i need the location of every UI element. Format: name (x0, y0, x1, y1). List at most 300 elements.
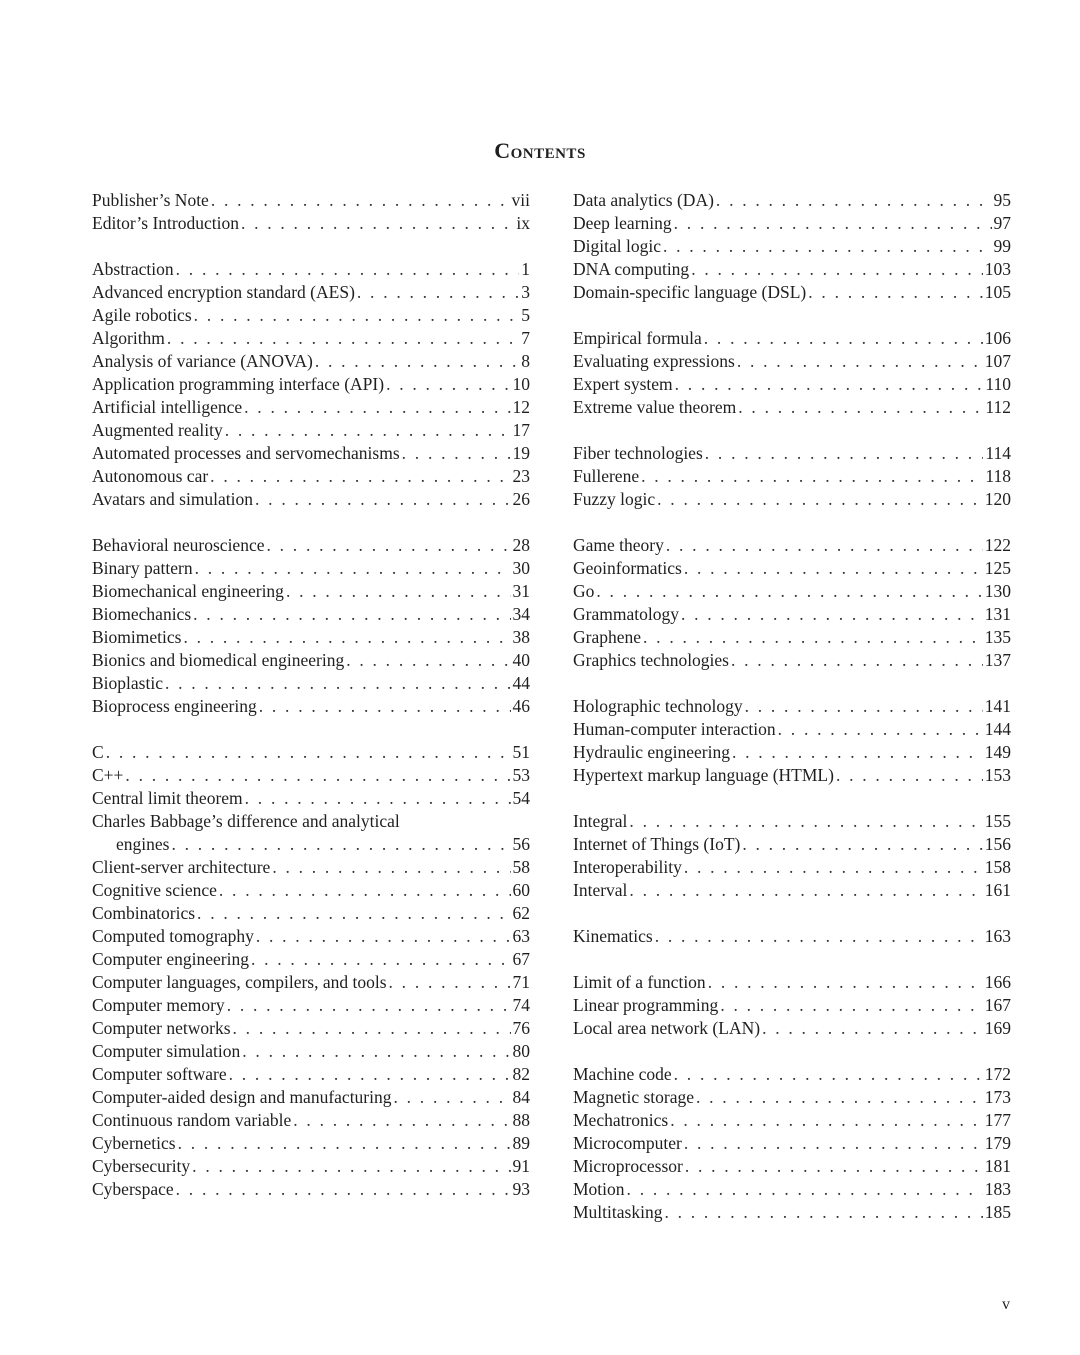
entry-page: 155 (984, 811, 1011, 831)
toc-group (573, 695, 1011, 787)
entry-title: Client-server architecture (92, 857, 271, 877)
dot-leader (293, 1109, 510, 1132)
toc-entry[interactable] (573, 1017, 1011, 1040)
toc-entry[interactable] (92, 1017, 530, 1040)
entry-title: Deep learning (573, 213, 672, 233)
entry-page: 163 (984, 926, 1011, 946)
dot-leader (716, 189, 992, 212)
entry-title: DNA computing (573, 259, 690, 279)
toc-entry[interactable] (573, 695, 1011, 718)
entry-title: Domain-specific language (DSL) (573, 282, 807, 302)
entry-title: Limit of a function (573, 972, 706, 992)
dot-leader (210, 465, 510, 488)
toc-group (573, 534, 1011, 672)
entry-title: Kinematics (573, 926, 653, 946)
toc-entry[interactable] (92, 856, 530, 879)
dot-leader (195, 557, 511, 580)
entry-page: 149 (984, 742, 1011, 762)
toc-entry[interactable] (92, 258, 530, 281)
entry-title: Computer software (92, 1064, 227, 1084)
entry-title: Graphene (573, 627, 642, 647)
dot-leader (227, 994, 511, 1017)
toc-entry[interactable] (92, 672, 530, 695)
entry-page: 112 (985, 397, 1011, 417)
toc-entry[interactable] (573, 925, 1011, 948)
dot-leader (675, 373, 984, 396)
entry-title: Interoperability (573, 857, 682, 877)
entry-title: Analysis of variance (ANOVA) (92, 351, 313, 371)
entry-title: Charles Babbage’s difference and analytical (92, 811, 400, 831)
toc-entry[interactable] (573, 580, 1011, 603)
toc-entry[interactable] (573, 1132, 1011, 1155)
dot-leader (176, 258, 520, 281)
dot-leader (394, 1086, 511, 1109)
dot-leader (357, 281, 519, 304)
entry-title: Extreme value theorem (573, 397, 737, 417)
entry-page: 80 (512, 1041, 530, 1061)
entry-page: 71 (512, 972, 530, 992)
toc-group (573, 1063, 1011, 1224)
entry-title: C (92, 742, 104, 762)
toc-entry[interactable] (573, 557, 1011, 580)
toc-entry[interactable] (573, 1178, 1011, 1201)
toc-entry[interactable] (573, 258, 1011, 281)
entry-title: Machine code (573, 1064, 672, 1084)
entry-title: Hypertext markup language (HTML) (573, 765, 834, 785)
entry-title: Expert system (573, 374, 673, 394)
entry-title: Game theory (573, 535, 664, 555)
entry-page: 1 (521, 259, 530, 279)
entry-page: 44 (512, 673, 530, 693)
entry-page: 95 (993, 190, 1011, 210)
entry-title: Advanced encryption standard (AES) (92, 282, 355, 302)
entry-title: Data analytics (DA) (573, 190, 714, 210)
toc-entry[interactable] (92, 741, 530, 764)
toc-entry[interactable] (573, 1201, 1011, 1224)
dot-leader (225, 419, 511, 442)
dot-leader (720, 994, 982, 1017)
entry-title: Digital logic (573, 236, 661, 256)
toc-entry[interactable] (92, 396, 530, 419)
toc-entry[interactable] (573, 465, 1011, 488)
entry-page: 97 (993, 213, 1011, 233)
toc-entry[interactable] (573, 649, 1011, 672)
entry-page: 60 (512, 880, 530, 900)
entry-page: 19 (512, 443, 530, 463)
dot-leader (171, 833, 510, 856)
toc-entry[interactable] (92, 534, 530, 557)
dot-leader (389, 971, 511, 994)
toc-entry[interactable] (92, 1063, 530, 1086)
entry-title: Combinatorics (92, 903, 196, 923)
entry-title: Biomimetics (92, 627, 182, 647)
toc-entry[interactable] (92, 1178, 530, 1201)
toc-entry[interactable] (92, 787, 530, 810)
toc-entry[interactable] (573, 764, 1011, 787)
toc-entry[interactable] (573, 396, 1011, 419)
entry-page: 67 (512, 949, 530, 969)
dot-leader (194, 304, 520, 327)
entry-page: 54 (512, 788, 530, 808)
entry-title: Abstraction (92, 259, 174, 279)
entry-page: 103 (984, 259, 1011, 279)
toc-entry[interactable] (92, 189, 530, 212)
dot-leader (192, 1155, 510, 1178)
entry-page: 89 (512, 1133, 530, 1153)
entry-page: 58 (512, 857, 530, 877)
dot-leader (737, 350, 983, 373)
dot-leader (629, 879, 982, 902)
entry-title: Behavioral neuroscience (92, 535, 265, 555)
entry-title: Computer simulation (92, 1041, 241, 1061)
dot-leader (808, 281, 982, 304)
toc-entry[interactable] (92, 557, 530, 580)
dot-leader (664, 1201, 982, 1224)
toc-entry[interactable] (92, 925, 530, 948)
entry-page: 26 (512, 489, 530, 509)
dot-leader (643, 626, 983, 649)
dot-leader (738, 396, 983, 419)
toc-right-column (573, 189, 1011, 1247)
entry-page: ix (516, 213, 530, 233)
entry-title: Binary pattern (92, 558, 193, 578)
toc-entry[interactable] (92, 327, 530, 350)
entry-title: Continuous random variable (92, 1110, 292, 1130)
toc-entry[interactable] (92, 281, 530, 304)
entry-page: 167 (984, 995, 1011, 1015)
dot-leader (106, 741, 511, 764)
toc-entry[interactable] (573, 189, 1011, 212)
dot-leader (197, 902, 510, 925)
toc-entry[interactable] (573, 718, 1011, 741)
dot-leader (655, 925, 983, 948)
toc-entry[interactable] (573, 971, 1011, 994)
entry-page: 30 (512, 558, 530, 578)
dot-leader (681, 603, 983, 626)
entry-page: vii (511, 190, 530, 210)
entry-title: Cybersecurity (92, 1156, 191, 1176)
dot-leader (674, 212, 992, 235)
toc-entry[interactable] (92, 971, 530, 994)
entry-page: 120 (984, 489, 1011, 509)
dot-leader (241, 212, 514, 235)
dot-leader (165, 672, 511, 695)
entry-page: 105 (984, 282, 1011, 302)
dot-leader (219, 879, 511, 902)
toc-entry[interactable] (573, 1155, 1011, 1178)
dot-leader (242, 1040, 510, 1063)
entry-title: Go (573, 581, 595, 601)
toc-entry[interactable] (573, 1086, 1011, 1109)
entry-title: C++ (92, 765, 124, 785)
toc-entry[interactable] (92, 212, 530, 235)
entry-title: Interval (573, 880, 628, 900)
toc-entry[interactable] (573, 810, 1011, 833)
toc-entry[interactable] (573, 741, 1011, 764)
dot-leader (167, 327, 519, 350)
toc-entry[interactable] (573, 626, 1011, 649)
entry-title: Artificial intelligence (92, 397, 243, 417)
entry-title: Microcomputer (573, 1133, 682, 1153)
entry-page: 8 (521, 351, 530, 371)
dot-leader (402, 442, 511, 465)
entry-title: Application programming interface (API) (92, 374, 385, 394)
toc-entry[interactable] (92, 764, 530, 787)
toc-entry[interactable] (92, 902, 530, 925)
toc-entry[interactable] (92, 695, 530, 718)
dot-leader (732, 741, 983, 764)
dot-leader (836, 764, 983, 787)
entry-page: 88 (512, 1110, 530, 1130)
toc-group (92, 534, 530, 718)
entry-page: 166 (984, 972, 1011, 992)
toc-entry[interactable] (573, 442, 1011, 465)
entry-title: Cybernetics (92, 1133, 176, 1153)
toc-entry[interactable] (573, 994, 1011, 1017)
toc-group (573, 189, 1011, 304)
entry-page: 141 (984, 696, 1011, 716)
toc-entry[interactable] (92, 1155, 530, 1178)
toc-entry[interactable] (573, 833, 1011, 856)
entry-page: 177 (984, 1110, 1011, 1130)
entry-page: 51 (512, 742, 530, 762)
dot-leader (674, 1063, 983, 1086)
entry-page: 31 (512, 581, 530, 601)
toc-entry[interactable] (573, 603, 1011, 626)
dot-leader (251, 948, 511, 971)
dot-leader (259, 695, 511, 718)
toc-entry[interactable] (92, 1109, 530, 1132)
dot-leader (684, 1132, 983, 1155)
entry-title: Integral (573, 811, 628, 831)
entry-page: 12 (512, 397, 530, 417)
entry-title: Local area network (LAN) (573, 1018, 761, 1038)
entry-page: 114 (985, 443, 1011, 463)
entry-page: 82 (512, 1064, 530, 1084)
entry-page: 28 (512, 535, 530, 555)
toc-entry[interactable] (573, 856, 1011, 879)
entry-page: 10 (512, 374, 530, 394)
entry-page: 118 (985, 466, 1011, 486)
entry-title: Agile robotics (92, 305, 192, 325)
entry-page: 169 (984, 1018, 1011, 1038)
toc-entry[interactable] (573, 373, 1011, 396)
toc-entry[interactable] (92, 626, 530, 649)
dot-leader (708, 971, 983, 994)
entry-page: 106 (984, 328, 1011, 348)
toc-group (573, 442, 1011, 511)
toc-entry[interactable] (92, 994, 530, 1017)
entry-title: Multitasking (573, 1202, 663, 1222)
entry-title: Editor’s Introduction (92, 213, 239, 233)
toc-entry[interactable] (573, 1063, 1011, 1086)
entry-page: 17 (512, 420, 530, 440)
dot-leader (286, 580, 511, 603)
entry-page: 3 (521, 282, 530, 302)
toc-entry[interactable] (92, 488, 530, 511)
entry-title: Computer languages, compilers, and tools (92, 972, 387, 992)
entry-page: 131 (984, 604, 1011, 624)
toc-entry[interactable] (573, 534, 1011, 557)
toc-entry[interactable] (92, 373, 530, 396)
entry-title: Linear programming (573, 995, 719, 1015)
entry-title: Autonomous car (92, 466, 209, 486)
toc-entry[interactable] (92, 442, 530, 465)
entry-page: 173 (984, 1087, 1011, 1107)
toc-group (573, 810, 1011, 902)
toc-entry[interactable] (573, 350, 1011, 373)
dot-leader (178, 1132, 511, 1155)
toc-entry[interactable] (573, 488, 1011, 511)
entry-page: 99 (993, 236, 1011, 256)
dot-leader (267, 534, 511, 557)
entry-page: 130 (984, 581, 1011, 601)
toc-entry[interactable] (573, 212, 1011, 235)
entry-title: Central limit theorem (92, 788, 243, 808)
toc-entry[interactable] (92, 1040, 530, 1063)
dot-leader (696, 1086, 983, 1109)
toc-left-column (92, 189, 530, 1224)
entry-title: Fuzzy logic (573, 489, 656, 509)
toc-entry[interactable] (92, 419, 530, 442)
entry-title: Hydraulic engineering (573, 742, 730, 762)
entry-page: 107 (984, 351, 1011, 371)
page-number: v (1002, 1296, 1010, 1313)
entry-title: Magnetic storage (573, 1087, 694, 1107)
entry-title: Graphics technologies (573, 650, 729, 670)
entry-title: Geoinformatics (573, 558, 682, 578)
dot-leader (244, 396, 510, 419)
entry-title: Evaluating expressions (573, 351, 735, 371)
dot-leader (386, 373, 510, 396)
toc-entry[interactable] (92, 580, 530, 603)
dot-leader (641, 465, 983, 488)
dot-leader (684, 856, 983, 879)
dot-leader (193, 603, 510, 626)
entry-title: Internet of Things (IoT) (573, 834, 741, 854)
entry-title: Augmented reality (92, 420, 223, 440)
entry-page: 144 (984, 719, 1011, 739)
entry-page: 5 (521, 305, 530, 325)
dot-leader (663, 235, 992, 258)
entry-page: 93 (512, 1179, 530, 1199)
toc-entry[interactable] (92, 304, 530, 327)
toc-entry[interactable] (573, 1109, 1011, 1132)
entry-page: 23 (512, 466, 530, 486)
toc-group (92, 741, 530, 1201)
toc-entry[interactable] (92, 465, 530, 488)
entry-title: Holographic technology (573, 696, 743, 716)
toc-entry[interactable] (573, 235, 1011, 258)
toc-group (92, 258, 530, 511)
entry-title: Automated processes and servomechanisms (92, 443, 400, 463)
toc-entry[interactable] (92, 948, 530, 971)
entry-page: 40 (512, 650, 530, 670)
entry-page: 161 (984, 880, 1011, 900)
dot-leader (627, 1178, 983, 1201)
toc-group (573, 971, 1011, 1040)
entry-title: Avatars and simulation (92, 489, 254, 509)
dot-leader (778, 718, 983, 741)
entry-page: 137 (984, 650, 1011, 670)
dot-leader (255, 488, 510, 511)
entry-page: 63 (512, 926, 530, 946)
entry-page: 181 (984, 1156, 1011, 1176)
toc-entry[interactable] (92, 1132, 530, 1155)
entry-page: 53 (512, 765, 530, 785)
entry-page: 74 (512, 995, 530, 1015)
dot-leader (256, 925, 511, 948)
entry-page: 62 (512, 903, 530, 923)
entry-title: Mechatronics (573, 1110, 669, 1130)
entry-page: 125 (984, 558, 1011, 578)
entry-title: Biomechanics (92, 604, 192, 624)
entry-page: 158 (984, 857, 1011, 877)
dot-leader (346, 649, 510, 672)
dot-leader (762, 1017, 983, 1040)
entry-title: Fullerene (573, 466, 640, 486)
dot-leader (705, 442, 984, 465)
entry-page: 34 (512, 604, 530, 624)
entry-title: Bionics and biomedical engineering (92, 650, 345, 670)
toc-entry[interactable] (92, 603, 530, 626)
toc-entry[interactable] (573, 879, 1011, 902)
entry-title: Grammatology (573, 604, 679, 624)
entry-title: Bioprocess engineering (92, 696, 257, 716)
entry-title: Cyberspace (92, 1179, 174, 1199)
entry-title: Cognitive science (92, 880, 217, 900)
entry-title: Computer engineering (92, 949, 249, 969)
entry-title: Microprocessor (573, 1156, 683, 1176)
entry-title: Bioplastic (92, 673, 163, 693)
toc-entry[interactable] (92, 879, 530, 902)
toc-entry[interactable] (573, 327, 1011, 350)
toc-entry[interactable] (573, 281, 1011, 304)
toc-group (92, 189, 530, 235)
dot-leader (229, 1063, 511, 1086)
entry-page: 7 (521, 328, 530, 348)
dot-leader (315, 350, 519, 373)
entry-page: 156 (984, 834, 1011, 854)
dot-leader (704, 327, 983, 350)
entry-title: Motion (573, 1179, 625, 1199)
dot-leader (211, 189, 510, 212)
entry-page: 179 (984, 1133, 1011, 1153)
toc-entry[interactable] (92, 350, 530, 373)
entry-title: Computer memory (92, 995, 225, 1015)
dot-leader (742, 833, 982, 856)
toc-entry[interactable] (92, 649, 530, 672)
toc-entry[interactable] (92, 810, 530, 856)
entry-page: 185 (984, 1202, 1011, 1222)
dot-leader (233, 1017, 511, 1040)
toc-entry[interactable] (92, 1086, 530, 1109)
dot-leader (666, 534, 983, 557)
dot-leader (685, 1155, 983, 1178)
entry-page: 135 (984, 627, 1011, 647)
dot-leader (684, 557, 983, 580)
entry-title: Human-computer interaction (573, 719, 776, 739)
dot-leader (629, 810, 982, 833)
entry-page: 183 (984, 1179, 1011, 1199)
entry-title: engines (116, 834, 170, 854)
dot-leader (731, 649, 983, 672)
toc-group (573, 925, 1011, 948)
dot-leader (657, 488, 983, 511)
dot-leader (183, 626, 510, 649)
dot-leader (596, 580, 982, 603)
entry-page: 122 (984, 535, 1011, 555)
